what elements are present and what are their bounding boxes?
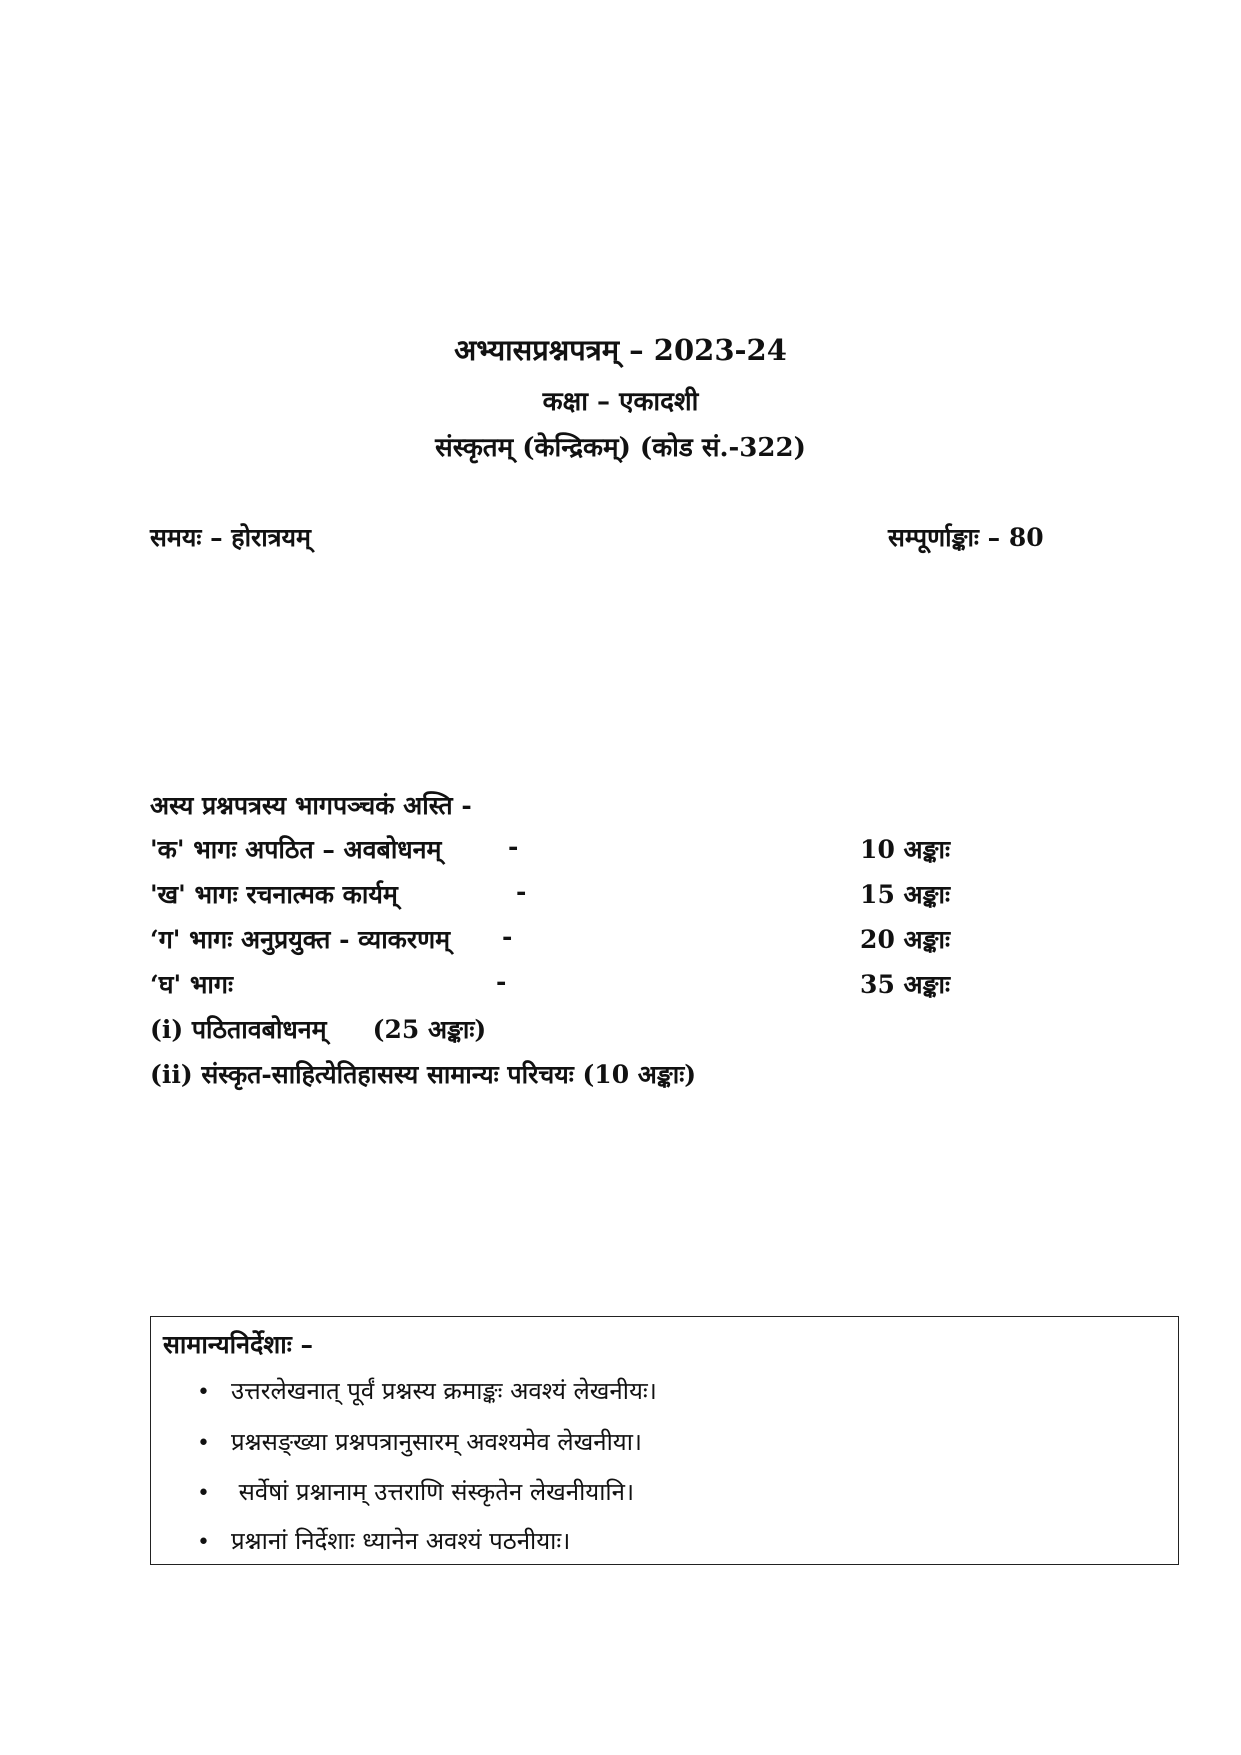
subpart-row-1 [150, 1012, 486, 1046]
instruction-text: सर्वेषां प्रश्नानाम् उत्तराणि संस्कृतेन लेखनीयानि। [231, 1478, 635, 1506]
subpart-marks: (25 अङ्काः) [372, 1015, 487, 1044]
bullet-icon: • [197, 1481, 210, 1506]
time-allowed: समयः – होरात्रयम् [150, 523, 312, 552]
subpart-marks: (10 अङ्काः) [582, 1060, 697, 1089]
part-row-kha [150, 877, 950, 917]
part-name: 'ख' भागः रचनात्मक कार्यम् [150, 880, 398, 909]
list-item [197, 1475, 634, 1508]
part-dash: - [496, 967, 507, 996]
instructions-heading: सामान्यनिर्देशाः – [163, 1330, 314, 1359]
part-name: 'क' भागः अपठित – अवबोधनम् [150, 835, 442, 864]
subpart-label: (ii) संस्कृत-साहित्येतिहासस्य सामान्यः परिचयः [150, 1060, 574, 1089]
total-marks: सम्पूर्णाङ्काः – 80 [888, 523, 1044, 552]
part-dash: - [516, 877, 527, 906]
part-dash: - [508, 832, 519, 861]
list-item [197, 1374, 657, 1407]
sections-intro: अस्य प्रश्नपत्रस्य भागपञ्चकं अस्ति - [150, 791, 472, 820]
bullet-icon: • [197, 1380, 210, 1405]
instruction-text: उत्तरलेखनात् पूर्वं प्रश्नस्य क्रमाङ्कः अवश्यं लेखनीयः। [231, 1377, 657, 1405]
bullet-icon: • [197, 1530, 210, 1555]
part-name: ‘ग' भागः अनुप्रयुक्त - व्याकरणम् [150, 925, 451, 954]
instruction-text: प्रश्नसङ्ख्या प्रश्नपत्रानुसारम् अवश्यमेव लेखनीया। [231, 1428, 643, 1456]
part-marks: 20 अङ्काः [860, 925, 950, 954]
instruction-text: प्रश्नानां निर्देशाः ध्यानेन अवश्यं पठनीयाः। [231, 1527, 571, 1555]
part-marks: 35 अङ्काः [860, 970, 950, 999]
general-instructions-box [150, 1316, 1179, 1565]
bullet-icon: • [197, 1431, 210, 1456]
part-dash: - [502, 922, 513, 951]
part-marks: 15 अङ्काः [860, 880, 950, 909]
part-row-ga [150, 922, 950, 962]
list-item [197, 1425, 642, 1458]
class-line: कक्षा – एकादशी [542, 387, 699, 417]
paper-title: अभ्यासप्रश्नपत्रम् – 2023-24 [454, 333, 787, 367]
part-name: ‘घ' भागः [150, 970, 234, 999]
subject-line: संस्कृतम् (केन्द्रिकम्) (कोड सं.-322) [435, 433, 806, 463]
part-row-gha [150, 967, 950, 1007]
list-item [197, 1524, 570, 1557]
subpart-label: (i) पठितावबोधनम् [150, 1015, 327, 1044]
part-marks: 10 अङ्काः [860, 835, 950, 864]
subpart-row-2 [150, 1057, 696, 1091]
part-row-ka [150, 832, 950, 872]
